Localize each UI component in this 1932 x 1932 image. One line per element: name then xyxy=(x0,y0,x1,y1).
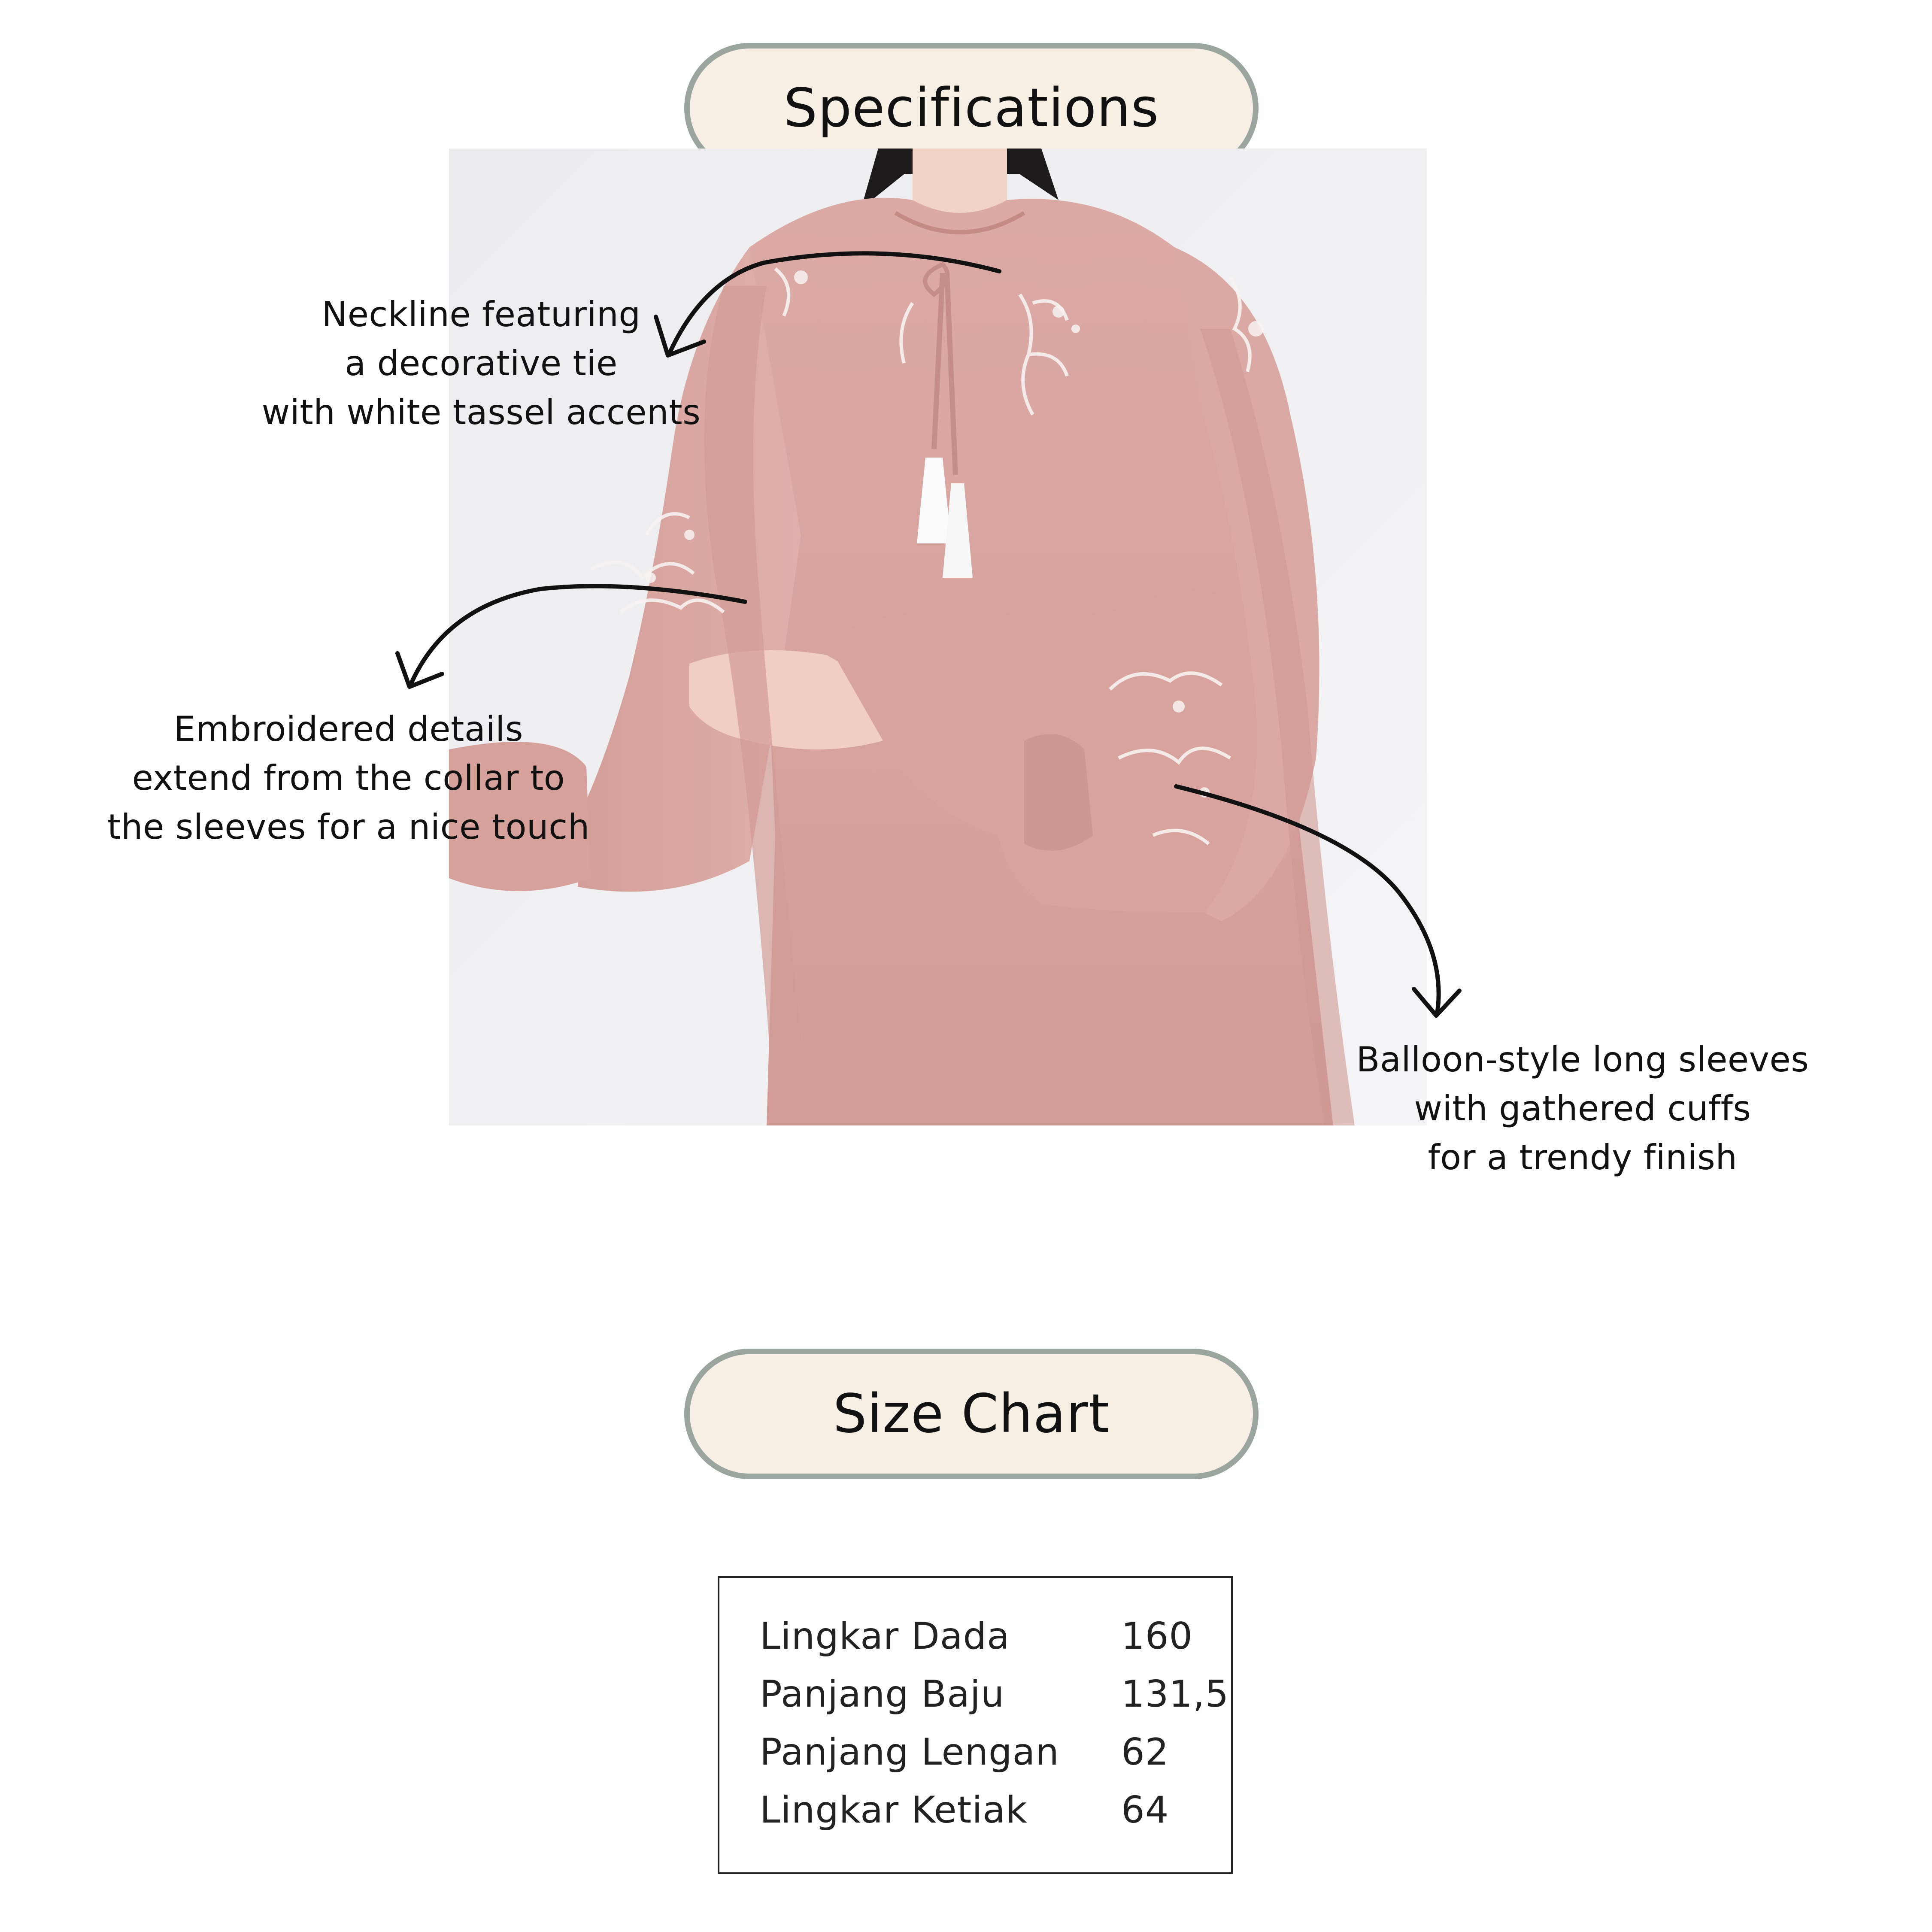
table-row xyxy=(719,1673,1231,1731)
annotation-line: the sleeves for a nice touch xyxy=(107,807,590,847)
annotation-line: with gathered cuffs xyxy=(1414,1089,1751,1128)
annotation-line: with white tassel accents xyxy=(261,392,701,432)
annotation-line: extend from the collar to xyxy=(132,758,565,798)
annotation-line: for a trendy finish xyxy=(1428,1137,1738,1177)
row-label: Lingkar Ketiak xyxy=(760,1789,1028,1832)
size-chart-title: Size Chart xyxy=(833,1383,1110,1445)
embroidery-arrow-head xyxy=(397,653,442,687)
size-chart-table xyxy=(718,1576,1233,1874)
table-row xyxy=(719,1615,1231,1673)
table-row xyxy=(719,1731,1231,1789)
row-label: Lingkar Dada xyxy=(760,1615,1010,1658)
row-label: Panjang Lengan xyxy=(760,1731,1059,1774)
annotation-line: Neckline featuring xyxy=(321,294,641,334)
row-value: 131,5 xyxy=(1121,1673,1229,1716)
row-value: 64 xyxy=(1121,1789,1169,1832)
row-value: 62 xyxy=(1121,1731,1169,1774)
specifications-title: Specifications xyxy=(783,77,1159,139)
row-label: Panjang Baju xyxy=(760,1673,1005,1716)
annotation-line: Embroidered details xyxy=(173,709,524,749)
annotation-neckline xyxy=(202,290,760,437)
annotation-line: Balloon-style long sleeves xyxy=(1356,1040,1809,1080)
annotation-embroidery xyxy=(70,705,628,852)
row-value: 160 xyxy=(1121,1615,1193,1658)
annotation-line: a decorative tie xyxy=(345,343,618,383)
size-chart-heading xyxy=(684,1349,1259,1479)
annotation-balloon-sleeves xyxy=(1304,1035,1862,1182)
table-row xyxy=(719,1789,1231,1847)
